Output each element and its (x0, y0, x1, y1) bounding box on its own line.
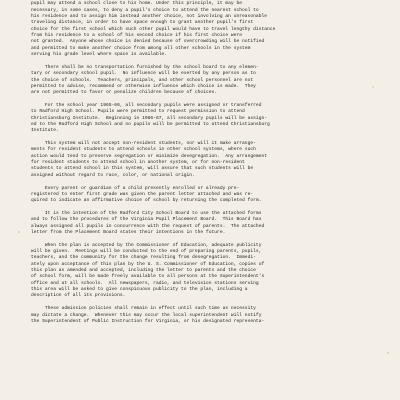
text-line: choice for the first school which such other pupil would have to travel lengthy distance (31, 26, 276, 32)
text-line: will be given. Meetings will be conducted to the end of preparing parents, pupils, (31, 249, 262, 255)
document-body (31, 0, 391, 332)
paragraph-transportation (31, 65, 391, 97)
text-line: letter from the Placement Board states their intentions in the future. (31, 229, 226, 235)
text-line: action would tend to preserve segregation or minimize desegregation. Any arrangement (31, 153, 268, 159)
text-line: this plan as amended and accepted, including the letter to parents and the choice (31, 268, 256, 274)
text-line: ately upon acceptance of this plan by the U. S. Commissioner of Education, copies of (31, 261, 265, 267)
paper-speck (372, 86, 374, 88)
paragraph-first-grade (31, 186, 391, 205)
text-line: always assigned all pupils in concurrence with the request of parents. The attached (31, 223, 265, 229)
text-line: ed to the Radford High School and no pupils will be permitted to attend Christiansburg (31, 121, 270, 127)
text-line: pupil may attend a school close to his home. Under this principle, it may be (31, 1, 243, 7)
text-line: serving his grade level where space is available. (31, 52, 168, 58)
text-line: office and at all schools. All newspapers, radio, and television stations serving (31, 280, 259, 286)
paragraph-publicity (31, 243, 391, 300)
paper-speck (387, 352, 389, 354)
text-line: When the plan is accepted by the Commissioner of Education, adequate publicity (31, 242, 262, 248)
text-line: This system will not accept non-resident students, nor will it make arrange- (31, 141, 256, 147)
paragraph-intention (31, 211, 391, 236)
text-line: this area will be asked to give conspicuous publicity to the plan, including a (31, 287, 248, 293)
text-line: For the school year 1965-66, all secondary pupils were assigned or transferred (31, 102, 262, 108)
text-line: from his residence to a school of his second choice if his first choice were (31, 33, 243, 39)
text-line: registered to enter first grade was given the parent letter attached and was re- (31, 191, 254, 197)
text-line: to Radford High School. Pupils were permitted to request permission to attend (31, 109, 245, 115)
text-line: and to follow the procedures of the Virginia Pupil Placement Board. This Board has (31, 217, 262, 223)
text-line: not granted. Anyone whose choice is denied because of overcrowding will be notified (31, 39, 265, 45)
text-line: for resident students to attend school in another system, or for non-resident (31, 160, 245, 166)
text-line: are not permitted to favor or penalize children because of choices. (31, 90, 218, 96)
text-line: permitted to advise, recommend or otherwise influence which choice is made. They (31, 83, 256, 89)
text-line: of school form, will be made freely available to all persons at the Superintendent's (31, 274, 265, 280)
text-line: tary or secondary school pupil. No influence will be exerted by any person as to (31, 71, 256, 77)
text-line: These admission policies shall remain in effect until such time as necessity (31, 306, 256, 312)
paragraph-non-resident (31, 141, 391, 179)
text-line: the Superintendent of Public Instruction for Virginia, or his designated representa- (31, 318, 265, 324)
paragraph-placement-by-choice (31, 0, 391, 58)
text-line: students to attend school in this system, will assure that such students will be (31, 166, 254, 172)
text-line: his residence and to assign him instead another choice, not involving an unreasonable (31, 14, 268, 20)
text-line: It is the intention of the Radford City School Board to use the attached forms (31, 210, 262, 216)
text-line: There shall be no transportation furnished by the school board to any elemen- (31, 64, 259, 70)
text-line: quired to indicate an affirmative choice of school by returning the completed form. (31, 198, 262, 204)
text-line: Every parent or guardian of a child presently enrolled or already pre- (31, 185, 240, 191)
text-line: traveling distance, in order to have space enough to grant another pupil's first (31, 20, 254, 26)
text-line: and permitted to make another choice from among all other schools in the system (31, 45, 251, 51)
text-line: description of all its provisions. (31, 293, 126, 299)
paragraph-admission-policies (31, 306, 391, 325)
text-line: ments for resident students to attend schools in other school systems, where such (31, 147, 256, 153)
paper-speck (18, 231, 20, 233)
text-line: Institute. (31, 128, 59, 134)
text-line: Christiansburg Institute. Beginning in 1966-67, all secondary pupils will be assign- (31, 115, 268, 121)
text-line: may dictate a change. Whenever this may occur the local superintendent will notify (31, 312, 262, 318)
text-line: necessary, in some cases, to deny a pupil's choice to attend the nearest school to (31, 7, 259, 13)
text-line: assigned without regard to race, color, or national origin. (31, 172, 195, 178)
paragraph-school-year-1965 (31, 103, 391, 135)
text-line: teachers, and the community for the change resulting from desegregation. Immedi- (31, 255, 256, 261)
text-line: the choice of schools. Teachers, principals, and other school personnel are not (31, 77, 254, 83)
